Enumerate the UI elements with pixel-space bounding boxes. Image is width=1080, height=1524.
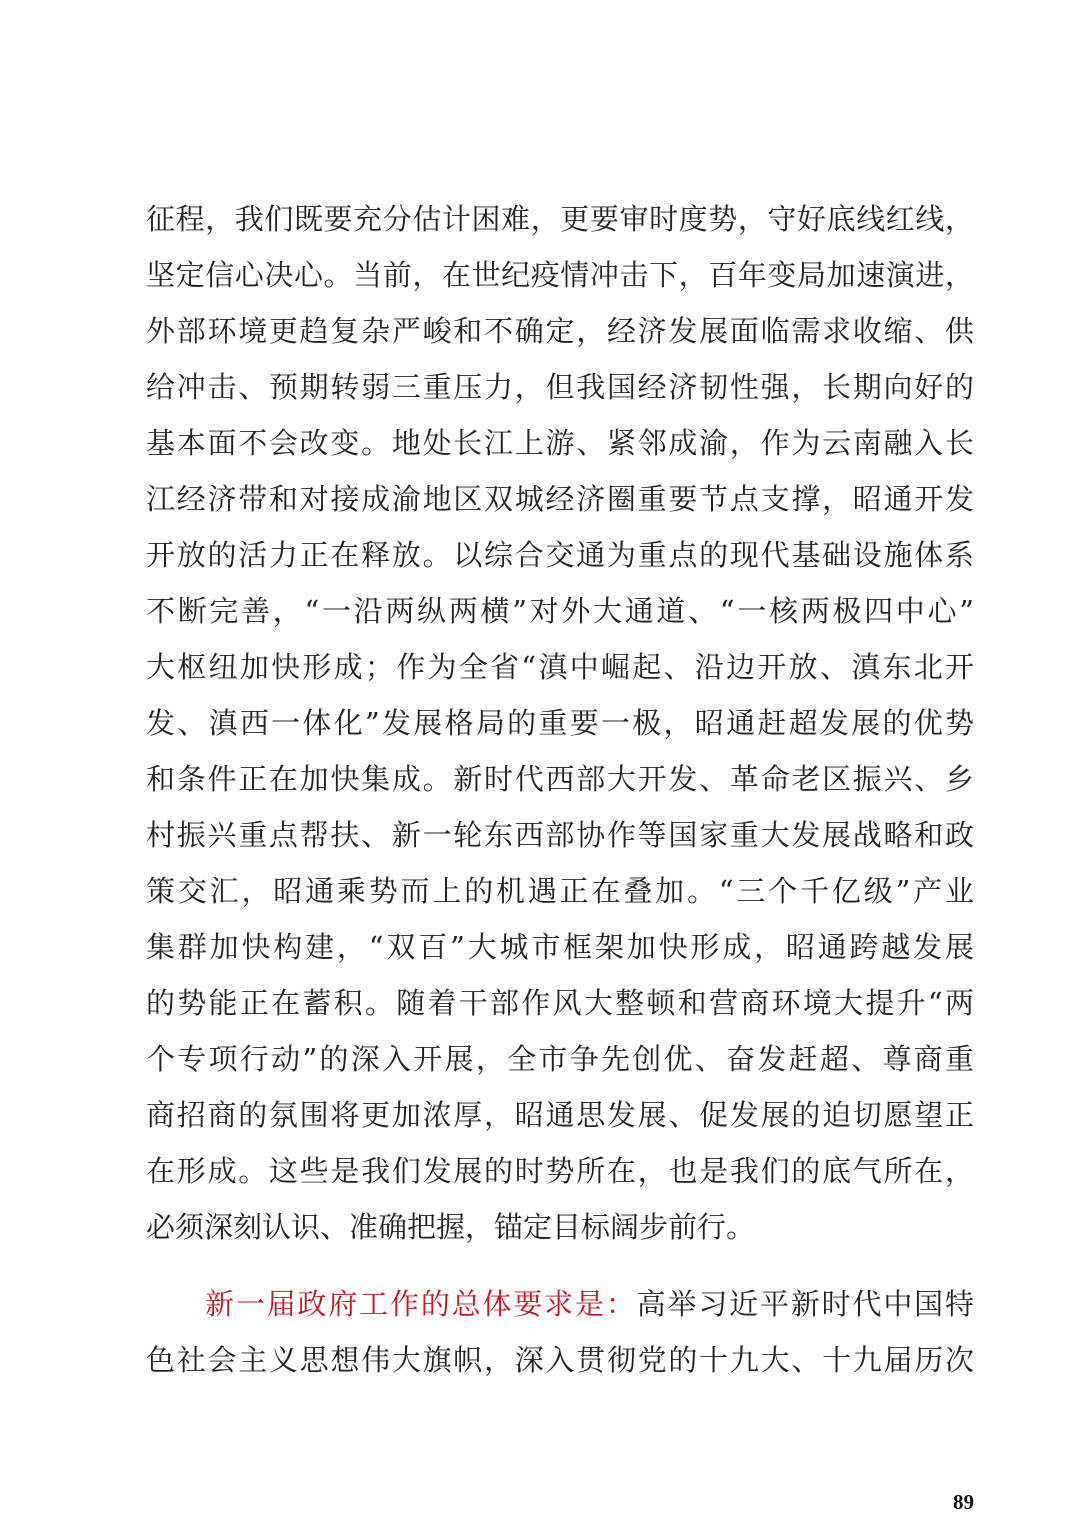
body-line-18: 在形成。这些是我们发展的时势所在，也是我们的底气所在， [146, 1154, 974, 1188]
page-number: 89 [953, 1490, 974, 1514]
body-line-16: 个专项行动”的深入开展，全市争先创优、奋发赶超、尊商重 [146, 1042, 974, 1076]
body-line-14: 集群加快构建，“双百”大城市框架加快形成，昭通跨越发展 [146, 930, 974, 964]
section-heading: 新一届政府工作的总体要求是： [205, 1287, 637, 1321]
body-line-15: 的势能正在蓄积。随着干部作风大整顿和营商环境大提升“两 [146, 986, 974, 1020]
body-line-6: 江经济带和对接成渝地区双城经济圈重要节点支撑，昭通开发 [146, 482, 974, 516]
body-line-17: 商招商的氛围将更加浓厚，昭通思发展、促发展的迫切愿望正 [146, 1098, 974, 1132]
body-line-2: 坚定信心决心。当前，在世纪疫情冲击下，百年变局加速演进， [146, 258, 974, 292]
body-line-3: 外部环境更趋复杂严峻和不确定，经济发展面临需求收缩、供 [146, 314, 974, 348]
body-line-1: 征程，我们既要充分估计困难，更要审时度势，守好底线红线， [146, 202, 974, 236]
body-line-4: 给冲击、预期转弱三重压力，但我国经济韧性强，长期向好的 [146, 370, 974, 404]
body-line-9: 大枢纽加快形成；作为全省“滇中崛起、沿边开放、滇东北开 [146, 650, 974, 684]
body-line-13: 策交汇，昭通乘势而上的机遇正在叠加。“三个千亿级”产业 [146, 874, 974, 908]
body-line-5: 基本面不会改变。地处长江上游、紧邻成渝，作为云南融入长 [146, 426, 974, 460]
section-first-line-text: 高举习近平新时代中国特 [636, 1287, 974, 1321]
body-line-12: 村振兴重点帮扶、新一轮东西部协作等国家重大发展战略和政 [146, 818, 974, 852]
body-line-7: 开放的活力正在释放。以综合交通为重点的现代基础设施体系 [146, 538, 974, 572]
body-line-19: 必须深刻认识、准确把握，锚定目标阔步前行。 [146, 1210, 756, 1244]
body-line-11: 和条件正在加快集成。新时代西部大开发、革命老区振兴、乡 [146, 762, 974, 796]
body-line-8: 不断完善，“一沿两纵两横”对外大通道、“一核两极四中心” [146, 594, 974, 628]
section-first-line [205, 1284, 974, 1324]
section-second-line: 色社会主义思想伟大旗帜，深入贯彻党的十九大、十九届历次 [146, 1343, 974, 1377]
body-line-10: 发、滇西一体化”发展格局的重要一极，昭通赶超发展的优势 [146, 706, 974, 740]
